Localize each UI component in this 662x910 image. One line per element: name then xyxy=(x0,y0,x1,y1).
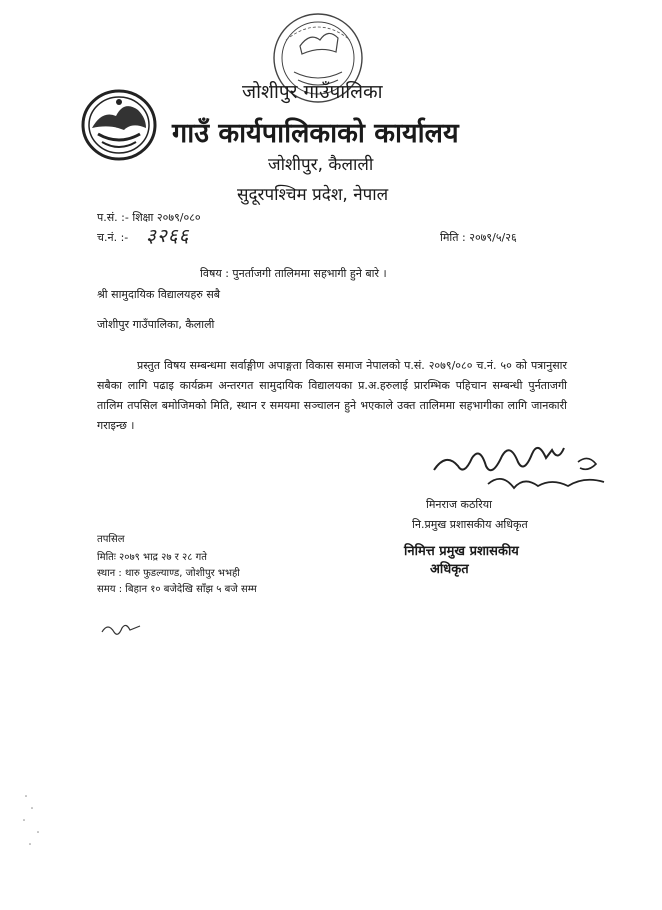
dispatch-number-handwritten: ३२६६ xyxy=(146,225,190,247)
nepal-emblem-icon xyxy=(80,88,158,162)
details-place: स्थान : थारु फुडल्याण्ड, जोशीपुर भभही xyxy=(97,568,240,579)
signer-title: नि.प्रमुख प्रशासकीय अधिकृत xyxy=(412,518,528,531)
office-name: जोशीपुर गाउँपालिका xyxy=(242,81,383,103)
scribble-mark xyxy=(100,618,142,640)
address-line-2: सुदूरपश्चिम प्रदेश, नेपाल xyxy=(237,185,389,205)
details-date: मितिः २०७९ भाद्र २७ र २८ गते xyxy=(97,552,207,563)
office-title: गाउँ कार्यपालिकाको कार्यालय xyxy=(172,118,459,149)
reference-number: प.सं. :- शिक्षा २०७९/०८० xyxy=(97,211,201,224)
recipient-line-2: जोशीपुर गाउँपालिका, कैलाली xyxy=(97,318,215,331)
scan-dots xyxy=(18,790,58,850)
acting-stamp-line-2: अधिकृत xyxy=(430,562,469,577)
dispatch-label: च.नं. :- xyxy=(97,231,129,244)
recipient-line-1: श्री सामुदायिक विद्यालयहरु सबै xyxy=(97,288,221,301)
letter-date: मिति : २०७९/५/२६ xyxy=(440,231,517,244)
handwritten-signature xyxy=(428,432,618,502)
letter-subject: विषय : पुनर्ताजगी तालिममा सहभागी हुने बारे । xyxy=(200,267,387,280)
acting-stamp-line-1: निमित्त प्रमुख प्रशासकीय xyxy=(404,544,519,559)
details-time: समय : बिहान १० बजेदेखि साँझ ५ बजे सम्म xyxy=(97,584,257,595)
letter-body: प्रस्तुत विषय सम्बन्धमा सर्वाङ्गीण अपाङ्गता विकास समाज नेपालको प.सं. २०७९/०८० च.नं. ५० को पत्रानुसार सबैका लागि पढाइ कार्यक्रम अन्तरगत सामुदायिक विद्यालयका प्र.अ.हरुलाई प्रारम्भिक पहिचान सम्बन्धी पुर्नताजगी तालिम तपसिल बमोजिमको मिति, स्थान र समयमा सञ्चालन हुने भएकाले उक्त तालिममा सहभागीका लागि जानकारी गराइन्छ । xyxy=(97,359,567,432)
address-line-1: जोशीपुर, कैलाली xyxy=(268,155,374,175)
signer-name: मिनराज कठरिया xyxy=(426,498,492,511)
details-heading: तपसिल xyxy=(97,534,125,545)
